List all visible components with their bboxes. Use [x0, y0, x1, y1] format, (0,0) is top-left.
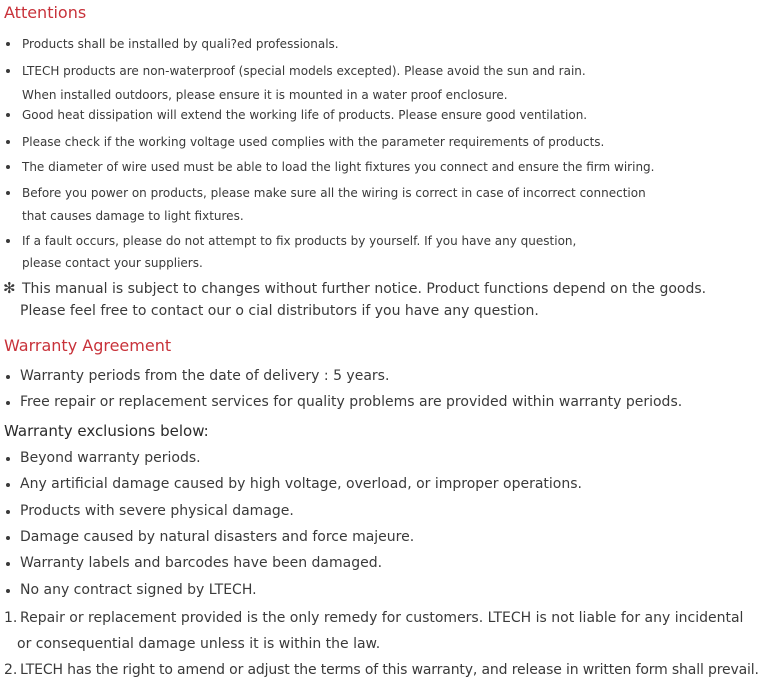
exclusion-item: Beyond warranty periods. — [20, 450, 201, 466]
bullet-icon — [6, 401, 10, 405]
warranty-item: Warranty periods from the date of delivery : 5 years. — [20, 368, 390, 384]
attention-item: If a fault occurs, please do not attempt to fix products by yourself. If you have any question, — [22, 234, 577, 248]
exclusion-item: Products with severe physical damage. — [20, 503, 294, 519]
bullet-icon — [6, 457, 10, 461]
bullet-icon — [6, 239, 10, 243]
exclusion-item: Any artificial damage caused by high voltage, overload, or improper operations. — [20, 476, 582, 492]
attention-item-continuation: When installed outdoors, please ensure it is mounted in a water proof enclosure. — [22, 88, 508, 102]
attention-item-continuation: that causes damage to light fixtures. — [22, 209, 244, 223]
bullet-icon — [6, 375, 10, 379]
exclusion-item: Damage caused by natural disasters and force majeure. — [20, 529, 415, 545]
numbered-item: Repair or replacement provided is the only remedy for customers. LTECH is not liable for any incidental — [20, 610, 744, 626]
notice-line: This manual is subject to changes without further notice. Product functions depend on the goods. — [22, 281, 707, 297]
attention-item-continuation: please contact your suppliers. — [22, 256, 203, 270]
bullet-icon — [6, 536, 10, 540]
exclusions-heading: Warranty exclusions below: — [4, 422, 209, 440]
attention-item: Please check if the working voltage used complies with the parameter requirements of products. — [22, 135, 605, 149]
exclusion-item: Warranty labels and barcodes have been damaged. — [20, 555, 383, 571]
attention-item: The diameter of wire used must be able to load the light fixtures you connect and ensure the firm wiring. — [22, 160, 655, 174]
bullet-icon — [6, 69, 10, 73]
bullet-icon — [6, 191, 10, 195]
attentions-heading: Attentions — [4, 3, 87, 22]
bullet-icon — [6, 165, 10, 169]
numbered-item-number: 2. — [4, 662, 18, 678]
bullet-icon — [6, 483, 10, 487]
warranty-item: Free repair or replacement services for quality problems are provided within warranty periods. — [20, 394, 683, 410]
notice-line-continuation: Please feel free to contact our o cial distributors if you have any question. — [20, 303, 539, 319]
numbered-item-number: 1. — [4, 610, 18, 626]
warranty-heading: Warranty Agreement — [4, 336, 172, 355]
bullet-icon — [6, 589, 10, 593]
bullet-icon — [6, 140, 10, 144]
bullet-icon — [6, 113, 10, 117]
numbered-item-continuation: or consequential damage unless it is within the law. — [17, 636, 381, 652]
attention-item: Products shall be installed by quali?ed professionals. — [22, 37, 339, 51]
attention-item: LTECH products are non-waterproof (special models excepted). Please avoid the sun and rain. — [22, 64, 586, 78]
exclusion-item: No any contract signed by LTECH. — [20, 582, 257, 598]
numbered-item: LTECH has the right to amend or adjust the terms of this warranty, and release in written form shall prevail. — [20, 662, 759, 678]
attention-item: Before you power on products, please make sure all the wiring is correct in case of incorrect connection — [22, 186, 646, 200]
bullet-icon — [6, 42, 10, 46]
attention-item: Good heat dissipation will extend the working life of products. Please ensure good ventilation. — [22, 108, 588, 122]
bullet-icon — [6, 510, 10, 514]
asterisk-icon: ✻ — [3, 279, 16, 297]
bullet-icon — [6, 562, 10, 566]
